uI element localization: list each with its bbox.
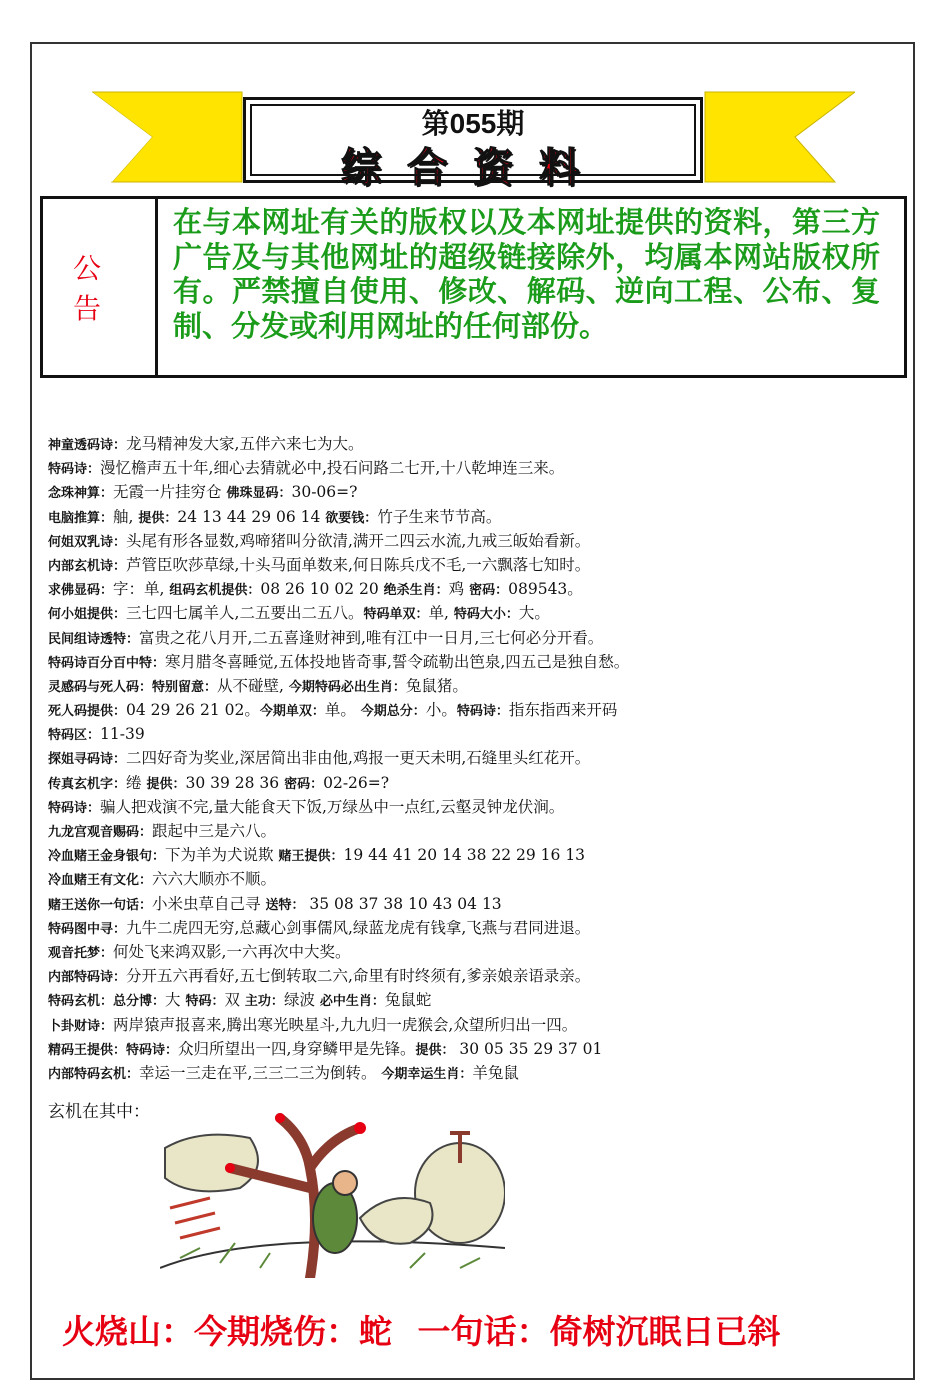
line-label: 特码单双： <box>363 607 429 623</box>
line-value: 二四好奇为奖业,深居简出非由他,鸡报一更天未明,石缝里头红花开。 <box>126 749 591 768</box>
line-value: 小。 <box>425 701 457 720</box>
line-label: 电脑推算： <box>48 510 114 526</box>
content-line <box>48 722 905 746</box>
line-value: 芦管臣吹莎草绿,十头马面单数来,何日陈兵戊不毛,一六飘落七知时。 <box>126 555 591 574</box>
line-value: 11-39 <box>100 725 145 744</box>
line-value: 从不碰壁, <box>217 676 289 695</box>
content-line <box>48 964 905 988</box>
line-value: 无霞一片挂穷仓 <box>113 483 227 502</box>
line-value: 30 05 35 29 37 01 <box>454 1039 603 1058</box>
line-value: 寒月腊冬喜睡觉,五体投地皆奇事,誓令疏勒出笆泉,四五己是独自愁。 <box>165 652 630 671</box>
line-label: 内部特码玄机： <box>48 1066 140 1082</box>
notice-text: 在与本网址有关的版权以及本网址提供的资料，第三方广告及与其他网址的超级链接除外，均属本网站版权所有。严禁擅自使用、修改、解码、逆向工程、公布、复制、分发或利用网址的任何部份。 <box>173 205 880 343</box>
footer-one-sentence: 一句话：倚树沉眠日已斜 <box>417 1312 781 1351</box>
line-value: 089543。 <box>508 580 583 599</box>
line-value: 羊兔鼠 <box>472 1063 519 1082</box>
line-label: 今期幸运生肖： <box>381 1066 473 1082</box>
line-label: 念珠神算： <box>48 486 114 502</box>
line-value: 30 39 28 36 <box>185 773 285 792</box>
right-ribbon <box>695 82 855 192</box>
content-line <box>48 553 905 577</box>
line-label: 九龙宫观音赐码： <box>48 825 153 840</box>
content-line <box>48 867 905 891</box>
content-line <box>48 626 905 650</box>
line-label: 神童透码诗： <box>48 438 127 453</box>
line-value: 舳, <box>113 507 139 526</box>
content-line <box>48 698 905 722</box>
line-value: 绿波 <box>283 991 320 1010</box>
line-label: 绝杀生肖： <box>383 583 449 599</box>
line-value: 双 <box>224 991 245 1010</box>
line-value: 字：单, <box>113 580 170 599</box>
line-label: 内部玄机诗： <box>48 558 127 574</box>
line-value: 大 <box>165 991 186 1010</box>
line-value: 02-26=? <box>323 773 390 792</box>
line-value: 单。 <box>324 701 361 720</box>
line-label: 特码诗百分百中特： <box>48 655 166 671</box>
content-line <box>48 771 905 795</box>
content-line <box>48 674 905 698</box>
line-value: 下为羊为犬说欺 <box>165 846 279 865</box>
line-value: 30-06=? <box>291 483 358 502</box>
line-label: 精码王提供： <box>48 1042 127 1058</box>
line-label: 何小姐提供： <box>48 607 127 623</box>
content-line <box>48 819 905 843</box>
line-value: 头尾有形各显数,鸡啼猪叫分欲清,满开二四云水流,九戒三皈始看新。 <box>126 531 591 550</box>
content-line <box>48 650 905 674</box>
line-label: 冷血赌王金身银句： <box>48 849 166 865</box>
line-label: 特别留意： <box>152 679 218 695</box>
content-line <box>48 916 905 940</box>
content-line <box>48 1037 905 1061</box>
content-line <box>48 577 905 601</box>
line-label: 赌王送你一句话： <box>48 897 153 913</box>
line-value: 24 13 44 29 06 14 <box>177 507 326 526</box>
line-label: 特码大小： <box>453 607 519 623</box>
line-value: 六六大顺亦不顺。 <box>152 870 277 889</box>
line-label: 特码诗： <box>48 462 101 478</box>
line-label: 总分博： <box>113 994 166 1010</box>
content-line <box>48 795 905 819</box>
line-label: 组码玄机提供： <box>169 583 261 599</box>
content-line <box>48 601 905 625</box>
line-value: 骗人把戏演不完,量大能食天下饭,万绿丛中一点红,云壑灵钟龙伏涧。 <box>100 797 565 816</box>
content-lines <box>48 432 905 1085</box>
line-value: 04 29 26 21 02。 <box>126 701 260 720</box>
footer-fire-mountain: 火烧山：今期烧伤：蛇 <box>62 1312 392 1351</box>
content-line <box>48 505 905 529</box>
line-label: 特码诗： <box>456 704 509 720</box>
line-value: 龙马精神发大家,五伴六来七为大。 <box>126 435 364 453</box>
content-line <box>48 529 905 553</box>
notice-box <box>40 196 907 378</box>
content-line <box>48 1013 905 1037</box>
line-value: 三七四七属羊人,二五要出二五八。 <box>126 604 364 623</box>
line-label: 提供： <box>146 776 186 792</box>
line-label: 密码： <box>284 776 324 792</box>
line-label: 今期单双： <box>259 704 325 720</box>
line-value: 分开五六再看好,五七倒转取二六,命里有时终须有,爹亲娘亲语录亲。 <box>126 967 591 986</box>
line-label: 今期总分： <box>360 704 426 720</box>
line-value: 35 08 37 38 10 43 04 13 <box>304 894 502 913</box>
line-value: 19 44 41 20 14 38 22 29 16 13 <box>343 846 586 865</box>
line-label: 特码诗： <box>48 800 101 816</box>
line-value: 跟起中三是六八。 <box>152 822 277 840</box>
content-line <box>48 480 905 504</box>
content-line <box>48 892 905 916</box>
content-line <box>48 432 905 456</box>
content-line <box>48 456 905 480</box>
line-label: 求佛显码： <box>48 583 114 599</box>
title-box <box>243 97 703 191</box>
footer <box>62 1306 795 1353</box>
line-value: 鸡 <box>448 580 470 599</box>
line-value: 指东指西来开码 <box>508 701 618 720</box>
line-value: 单, <box>428 604 454 623</box>
line-label: 欲要钱： <box>325 510 378 526</box>
line-label: 特码图中寻： <box>48 921 127 937</box>
line-label: 卜卦财诗： <box>48 1018 114 1034</box>
illustration <box>160 1108 505 1278</box>
line-label: 特码诗： <box>126 1042 179 1058</box>
notice-label: 公告 <box>43 199 158 375</box>
line-label: 死人码提供： <box>48 704 127 720</box>
line-value: 两岸猿声报喜来,腾出寒光映星斗,九九归一虎猴会,众望所归出一四。 <box>113 1015 578 1034</box>
main-title: 综合资料 <box>341 144 605 191</box>
line-label: 民间组诗透特： <box>48 631 140 647</box>
line-value: 幸运一三走在平,三三二三为倒转。 <box>139 1063 382 1082</box>
content-line <box>48 843 905 867</box>
line-label: 送特： <box>265 897 305 913</box>
line-value: 小米虫草自己寻 <box>152 894 266 913</box>
content-line <box>48 940 905 964</box>
line-label: 主功： <box>244 994 284 1010</box>
illustration-caption: 玄机在其中： <box>48 1102 150 1122</box>
line-value: 众归所望出一四,身穿鳞甲是先锋。 <box>178 1039 416 1058</box>
line-label: 内部特码诗： <box>48 970 127 986</box>
line-label: 提供： <box>415 1042 455 1058</box>
line-label: 特码玄机： <box>48 994 114 1010</box>
line-label: 密码： <box>469 583 509 599</box>
line-label: 特码： <box>185 994 225 1010</box>
line-label: 冷血赌王有文化： <box>48 873 153 889</box>
content-line <box>48 1061 905 1085</box>
line-value: 何处飞来鸿双影,一六再次中大奖。 <box>113 942 351 961</box>
line-label: 灵感码与死人码： <box>48 679 153 695</box>
line-label: 观音托梦： <box>48 945 114 961</box>
line-label: 赌王提供： <box>278 849 344 865</box>
line-value: 绻 <box>126 773 147 792</box>
line-label: 探姐寻码诗： <box>48 752 127 768</box>
line-label: 何姐双乳诗： <box>48 534 127 550</box>
content-line <box>48 746 905 770</box>
line-value: 兔鼠猪。 <box>405 676 468 695</box>
line-value: 竹子生来节节高。 <box>377 507 502 526</box>
line-label: 传真玄机字： <box>48 776 127 792</box>
line-value: 兔鼠蛇 <box>384 991 432 1010</box>
line-label: 特码区： <box>48 728 101 744</box>
content-line <box>48 988 905 1012</box>
left-ribbon <box>92 82 252 192</box>
line-label: 提供： <box>138 510 178 526</box>
line-value: 富贵之花八月开,二五喜逢财神到,唯有江中一日月,三七何必分开看。 <box>139 628 604 647</box>
line-label: 今期特码必出生肖： <box>288 679 406 695</box>
line-value: 08 26 10 02 20 <box>260 580 384 599</box>
line-label: 佛珠显码： <box>226 486 292 502</box>
line-value: 大。 <box>518 604 550 623</box>
line-value: 漫忆檐声五十年,细心去猜就必中,投石问路二七开,十八乾坤连三来。 <box>100 459 565 478</box>
line-label: 必中生肖： <box>319 994 385 1010</box>
issue-number: 第055期 <box>421 108 525 139</box>
line-value: 九牛二虎四无穷,总藏心剑事儒风,绿蓝龙虎有钱拿,飞燕与君同进退。 <box>126 918 591 937</box>
